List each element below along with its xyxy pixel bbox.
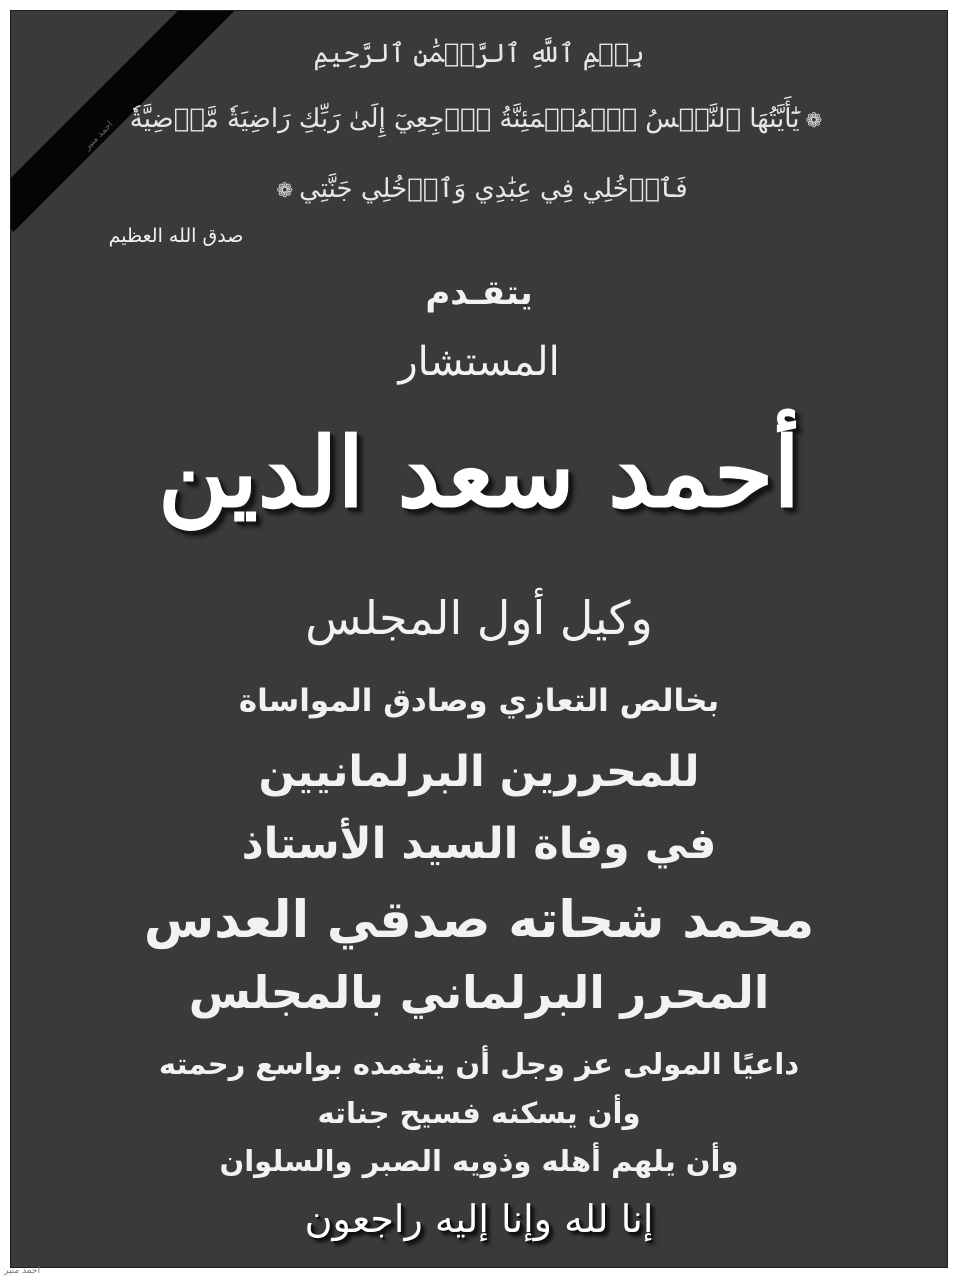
presents-heading: يتقـدم xyxy=(425,273,533,313)
basmala: بِسۡمِ ٱللَّهِ ٱلرَّحۡمَٰنِ ٱلرَّحِيمِ xyxy=(313,39,645,69)
verse-line-2 xyxy=(11,174,947,204)
verse-line-1 xyxy=(11,104,947,134)
ribbon-watermark: احمد منير xyxy=(82,119,116,153)
prayer-line-2: وأن يسكنه فسيح جناته xyxy=(317,1096,641,1130)
verse-line-2-text: فَٱدۡخُلِي فِي عِبَٰدِي وَٱدۡخُلِي جَنَّتِي xyxy=(299,174,688,204)
condolence-line-3: في وفاة السيد الأستاذ xyxy=(241,819,717,869)
flower-icon: ❁ xyxy=(805,108,823,132)
deceased-title: المحرر البرلماني بالمجلس xyxy=(188,966,770,1019)
presenter-name: أحمد سعد الدين xyxy=(158,416,800,529)
prayer-line-1: داعيًا المولى عز وجل أن يتغمده بواسع رحمته xyxy=(158,1047,800,1081)
deceased-name: محمد شحاته صدقي العدس xyxy=(143,891,815,950)
prayer-line-3: وأن يلهم أهله وذويه الصبر والسلوان xyxy=(219,1144,739,1178)
presenter-position: وكيل أول المجلس xyxy=(305,591,653,645)
corner-watermark: احمد منير xyxy=(4,1266,41,1276)
condolence-card xyxy=(10,10,948,1268)
condolence-line-1: بخالص التعازي وصادق المواساة xyxy=(238,683,720,719)
closing-calligraphy: إنا لله وإنا إليه راجعون xyxy=(304,1197,654,1241)
condolence-line-2: للمحررين البرلمانيين xyxy=(258,747,700,797)
verse-line-1-text: يَٰٓأَيَّتُهَا ٱلنَّفۡسُ ٱلۡمُطۡمَئِنَّةُ ٱرۡجِعِيٓ إِلَىٰ رَبِّكِ رَاضِيَةٗ مَّرۡضِيَّةٗ xyxy=(129,104,800,134)
flower-icon: ❁ xyxy=(276,178,294,202)
sadaq-allah: صدق الله العظيم xyxy=(108,225,244,247)
presenter-title: المستشار xyxy=(398,339,560,385)
